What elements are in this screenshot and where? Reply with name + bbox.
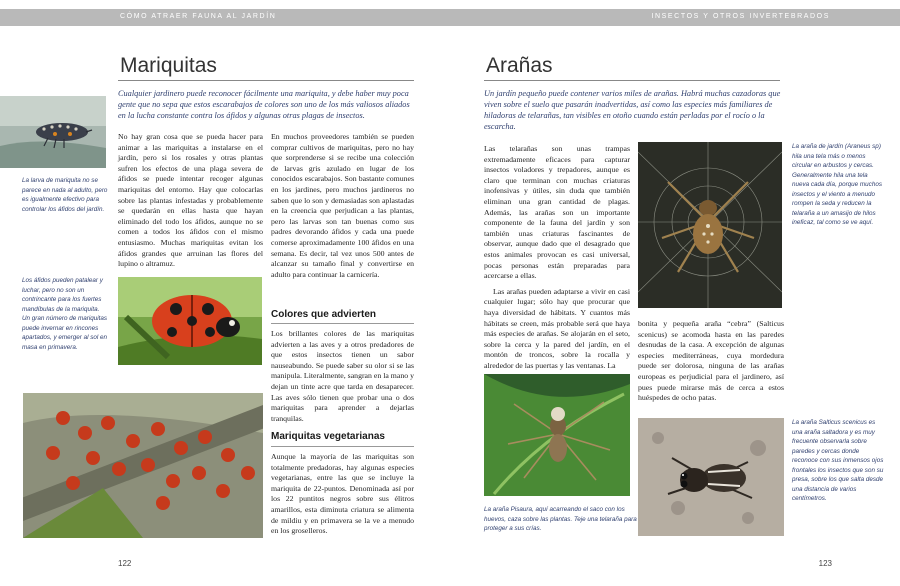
body-column-1	[118, 132, 263, 275]
subhead-warning-colors: Colores que advierten	[271, 309, 377, 320]
body-paragraph: No hay gran cosa que se pueda hacer para animar a las mariquitas a instalarse en el jardín, pero si los rosales y otras plantas sufren los efectos de una plaga severa de áfidos se puede intentar recoger algunas mariquitas del entorno. Hay que colocarlas sobre las plantas infestadas y probablemente se quedarán en ellas hasta que hayan eliminado del todo los áfidos, aunque no se comen a todos los áfidos con el mismo entusiasmo. Muchas mariquitas evitan los áfidos grandes que arruinan las flores del lupino o altramuz.	[118, 132, 263, 269]
running-header: CÓMO ATRAER FAUNA AL JARDÍN	[120, 13, 277, 20]
page-number: 122	[118, 559, 132, 568]
caption-aphids: Los áfidos pueden patalear y luchar, pero no son un contrincante para los fuertes mandíbulas de la mariquita. Un gran número de mariquitas puede invernar en rincones apartados, y emerger al sol en masa en primavera.	[22, 277, 108, 351]
body-column-2c	[271, 452, 414, 542]
title-rule	[118, 80, 414, 81]
intro-paragraph: Cualquier jardinero puede reconocer fácilmente una mariquita, y debe haber muy poca gente que no sepa que estos escarabajos de colores son uno de los más valiosos aliados en la lucha constante contra los áfidos y algunas otras plagas de insectos.	[118, 89, 410, 120]
section-title: Mariquitas	[120, 54, 217, 77]
larva-photo	[0, 96, 106, 168]
caption-pisaura: La araña Pisaura, aquí acarreando el saco con los huevos, caza sobre las plantas. Teje una telaraña para proteger a sus crías.	[484, 506, 637, 532]
ladybird-cluster-photo	[23, 393, 263, 538]
body-column-2	[271, 132, 414, 285]
subhead-vegetarian: Mariquitas vegetarianas	[271, 431, 385, 442]
subhead-rule	[271, 446, 414, 447]
body-column-2	[638, 319, 784, 409]
body-column-2b	[271, 329, 414, 429]
section-title: Arañas	[486, 54, 553, 77]
body-paragraph: bonita y pequeña araña “cebra” (Salticus scenicus) se acomoda hasta en las paredes desnudas de la casa. A excepción de algunas especies mediterráneas, cuya mordedura puede ser dolorosa, ninguna de las arañas europeas es perjudicial para el jardinero, así pues puede mirarse más de cerca a estos huéspedes de ocho patas.	[638, 319, 784, 403]
garden-spider-photo	[638, 142, 782, 308]
right-page	[450, 0, 900, 586]
pisaura-spider-photo	[484, 374, 630, 496]
ladybird-photo	[118, 277, 262, 365]
page-number: 123	[818, 559, 832, 568]
jumping-spider-photo	[638, 418, 784, 536]
body-paragraph: Los brillantes colores de las mariquitas advierten a las aves y a otros predadores de que estos insectos tienen un sabor nauseabundo. Se puede saber su olor si se las manipula. Literalmente, sangran en la mano y dejan un tinte acre que tarda en desaparecer. Las aves sólo tienen que probar una o dos mariquitas para aprender a dejarlas tranquilas.	[271, 329, 414, 423]
caption-garden-spider: La araña de jardín (Araneus sp) hila una tela más o menos circular en arbustos y cercas. Generalmente hila una tela nueva cada día, porque muchos insectos y el viento a menudo rompen la seda y reducen la telaraña a un amasijo de hilos ineficaz, tal como se ve aquí.	[792, 143, 882, 226]
intro-paragraph: Un jardín pequeño puede contener varios miles de arañas. Habrá muchas cazadoras que viven sobre el suelo que pasarán inadvertidas, así como las especies más familiares de hiladoras de telarañas, tan visibles en otoño cuando están perladas por el rocío o la escarcha.	[484, 89, 781, 131]
caption-larva: La larva de mariquita no se parece en nada al adulto, pero es igualmente efectivo para controlar los áfidos del jardín.	[22, 177, 108, 213]
body-paragraph: Las telarañas son unas trampas extremadamente eficaces para capturar insectos voladores y trepadores, aunque es claro que terminan con muchas criaturas inofensivas y útiles, sin duda que también eliminan una gran cantidad de plagas. Además, las arañas son un importante componente de la fauna del jardín y son también unas criaturas fascinantes de observar, aunque dado que el desagrado que estos animales provocan es casi universal, pocas personas están preparadas para acercarse a ellas.	[484, 144, 630, 281]
running-header: INSECTOS Y OTROS INVERTEBRADOS	[651, 13, 830, 20]
body-paragraph: En muchos proveedores también se pueden comprar cultivos de mariquitas, pero no hay que sorprenderse si se recibe una colección de larvas gris azulado en lugar de los conocidos escarabajos. Son bastante comunes en los jardines, pero muchos jardineros no saben que lo son y demasiadas son aplastadas en la creencia que perjudican a las plantas, pero las larvas son tan buenas como sus padres devorando áfidos y cada una puede comerse aproximadamente 100 áfidos en una semana. Es decir, tal vez unos 500 antes de alcanzar su tamaño final y convertirse en adulto para continuar la carnicería.	[271, 132, 414, 279]
body-paragraph: Las arañas pueden adaptarse a vivir en casi cualquier lugar; sólo hay que procurar que haya diversidad de hábitats. Y cuantos más hábitats se creen, más probable será que haya más especies de arañas. Se alojarán en el seto, sobre la cerca y la pared del jardín, en el montón de troncos, sobre la rocalla y alrededor de las puertas y las ventanas. La	[484, 286, 630, 370]
body-paragraph: Aunque la mayoría de las mariquitas son totalmente predadoras, hay algunas especies vegetarianas, entre las que se incluye la mariquita de 22-puntos. Denominada así por los 22 puntitos negros sobre sus élitros amarillos, esta diminuta criatura se alimenta de mildiu y en primavera se la ve a menudo en los groselleros.	[271, 452, 414, 536]
subhead-rule	[271, 323, 414, 324]
caption-salticus: La araña Salticus scenicus es una araña saltadora y es muy frecuente observarla sobre paredes y cercas donde reconoce con sus inmensos ojos frontales los insectos que son su presa, sobre los que salta desde una distancia de varios centímetros.	[792, 419, 884, 502]
title-rule	[484, 80, 780, 81]
body-column-1	[484, 144, 630, 376]
